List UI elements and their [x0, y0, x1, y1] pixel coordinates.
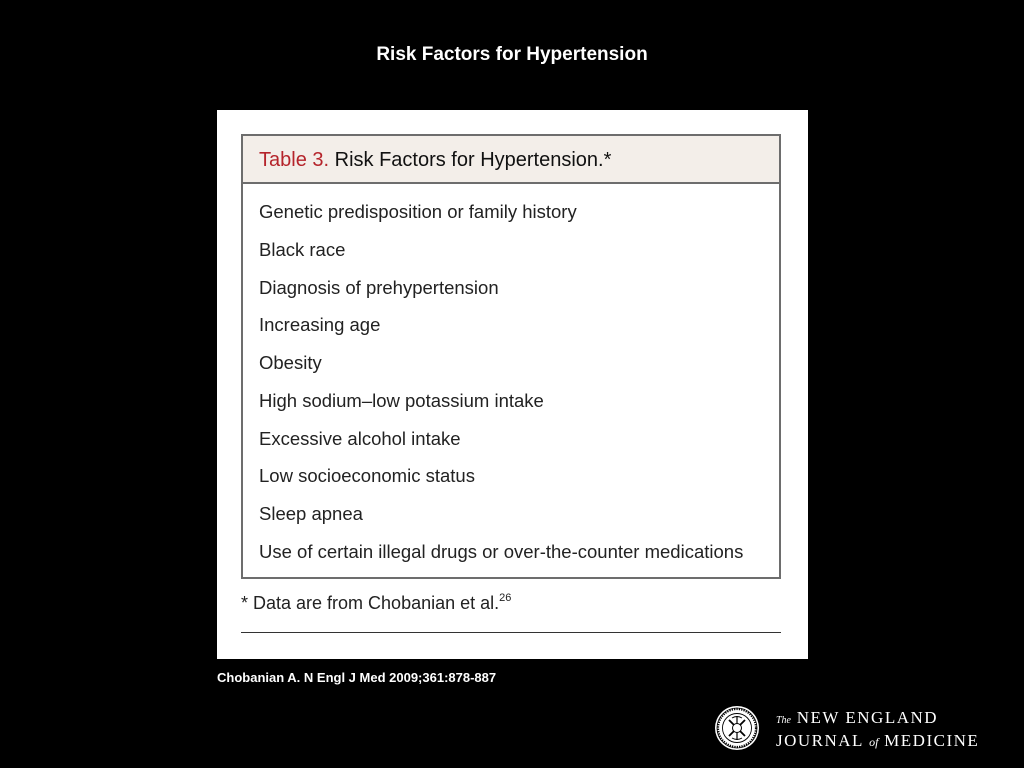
wordmark-of: of: [869, 735, 879, 749]
wordmark-line-2: [776, 731, 979, 752]
table-footnote: [241, 592, 511, 614]
table-row: Genetic predisposition or family history: [259, 201, 577, 222]
footnote-reference: 26: [499, 592, 512, 604]
table-row: Low socioeconomic status: [259, 465, 475, 487]
table-row: High sodium–low potassium intake: [259, 389, 544, 411]
wordmark-line-1: [776, 708, 979, 731]
table-row: Sleep apnea: [259, 503, 363, 524]
table-row: Increasing age: [259, 314, 381, 336]
wordmark-new-england: NEW ENGLAND: [796, 708, 939, 727]
wordmark-medicine: MEDICINE: [884, 731, 980, 750]
footnote-text: * Data are from Chobanian et al.: [241, 593, 500, 613]
slide-title: Risk Factors for Hypertension: [376, 44, 648, 65]
citation: Chobanian A. N Engl J Med 2009;361:878-887: [217, 670, 497, 685]
wordmark-the: The: [776, 715, 791, 726]
table-caption: Risk Factors for Hypertension.*: [334, 149, 612, 171]
nejm-logo: [714, 705, 1004, 751]
table-row: Obesity: [259, 352, 322, 373]
table-header: [243, 136, 779, 184]
risk-factor-list: [259, 193, 743, 571]
table-row: Use of certain illegal drugs or over-the-counter medications: [259, 540, 744, 562]
table-row: Excessive alcohol intake: [259, 427, 461, 449]
wordmark-journal: JOURNAL: [776, 731, 864, 750]
table-label: Table 3.: [259, 149, 330, 171]
footnote-divider: [241, 632, 781, 633]
table-figure: [217, 110, 808, 659]
table-row: Diagnosis of prehypertension: [259, 276, 499, 298]
nejm-wordmark: [776, 708, 979, 752]
table-frame: [241, 134, 781, 579]
table-row: Black race: [259, 238, 346, 260]
nejm-seal-icon: [714, 705, 760, 751]
